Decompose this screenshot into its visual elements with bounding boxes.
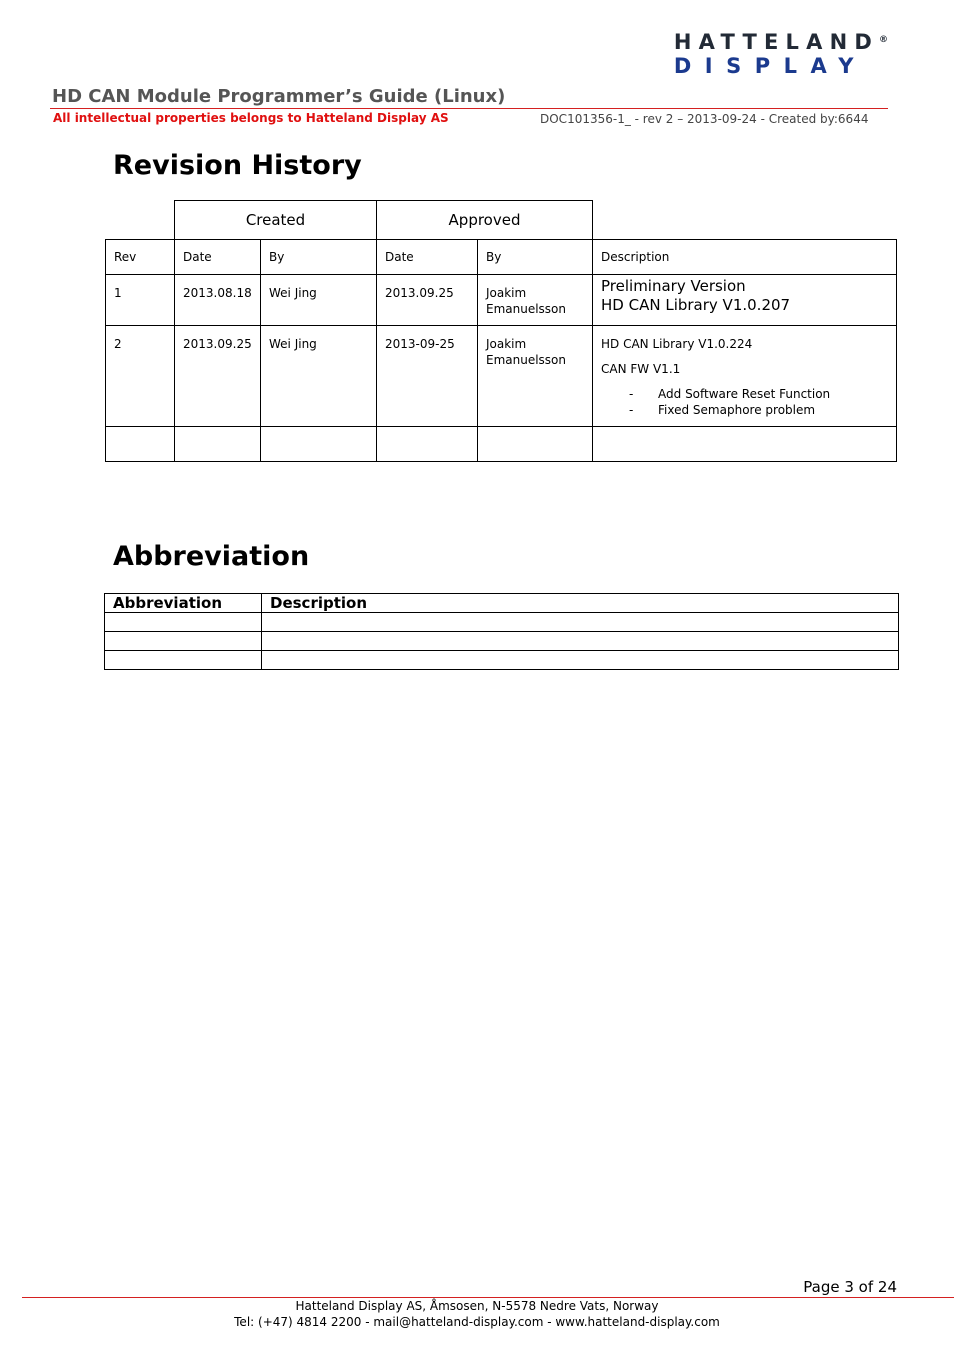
description-cell [593, 275, 897, 326]
rev-cell: 2 [106, 326, 175, 427]
created-date-cell: 2013.08.18 [175, 275, 261, 326]
col-created-date: Date [175, 240, 261, 275]
page-number: Page 3 of 24 [803, 1278, 897, 1296]
created-by-cell: Wei Jing [261, 326, 377, 427]
revision-history-heading: Revision History [113, 150, 362, 181]
approved-date-cell: 2013.09.25 [377, 275, 478, 326]
col-approved-date: Date [377, 240, 478, 275]
document-id: DOC101356-1_ - rev 2 – 2013-09-24 - Created by:6644 [540, 112, 869, 126]
created-by-cell: Wei Jing [261, 275, 377, 326]
footer-divider [22, 1297, 954, 1298]
logo-line1: HATTELAND [673, 30, 879, 54]
footer-contact: Tel: (+47) 4814 2200 - mail@hatteland-display.com - www.hatteland-display.com [234, 1315, 720, 1329]
abbreviation-table [104, 593, 899, 670]
col-created-by: By [261, 240, 377, 275]
approved-by-cell: Joakim Emanuelsson [478, 326, 593, 427]
abbreviation-header-row [105, 594, 899, 613]
table-header-row [106, 240, 897, 275]
document-title: HD CAN Module Programmer’s Guide (Linux) [52, 86, 506, 107]
description-cell [593, 326, 897, 427]
footer-address: Hatteland Display AS, Åmsosen, N-5578 Nedre Vats, Norway [295, 1299, 659, 1313]
group-created: Created [175, 201, 377, 240]
description-line: Preliminary Version [601, 277, 746, 295]
bullet-marker: - [629, 387, 634, 401]
col-rev: Rev [106, 240, 175, 275]
table-row-empty [105, 651, 899, 670]
col-abbreviation: Abbreviation [105, 594, 262, 613]
col-abbr-description: Description [262, 594, 899, 613]
table-row-empty [105, 613, 899, 632]
bullet-text: Add Software Reset Function [658, 387, 831, 401]
rev-cell: 1 [106, 275, 175, 326]
list-item [601, 402, 888, 418]
list-item [601, 386, 888, 402]
created-date-cell: 2013.09.25 [175, 326, 261, 427]
approved-by-cell: Joakim Emanuelsson [478, 275, 593, 326]
table-group-header-row [106, 201, 897, 240]
group-approved: Approved [377, 201, 593, 240]
table-row [106, 275, 897, 326]
approved-date-cell: 2013-09-25 [377, 326, 478, 427]
description-line: HD CAN Library V1.0.224 [601, 337, 753, 351]
bullet-text: Fixed Semaphore problem [658, 403, 816, 417]
abbreviation-heading: Abbreviation [113, 541, 310, 572]
description-line: CAN FW V1.1 [601, 362, 681, 376]
table-row-empty [106, 427, 897, 462]
bullet-marker: - [629, 403, 634, 417]
col-approved-by: By [478, 240, 593, 275]
col-description: Description [593, 240, 897, 275]
logo-line2: DISPLAY [673, 54, 867, 78]
hatteland-logo [674, 30, 888, 78]
revision-history-table [105, 200, 897, 462]
ip-notice: All intellectual properties belongs to Hatteland Display AS [53, 111, 449, 125]
description-line: HD CAN Library V1.0.207 [601, 296, 791, 314]
logo-registered-mark: ® [879, 35, 888, 45]
header-divider [50, 108, 888, 109]
table-row [106, 326, 897, 427]
table-row-empty [105, 632, 899, 651]
